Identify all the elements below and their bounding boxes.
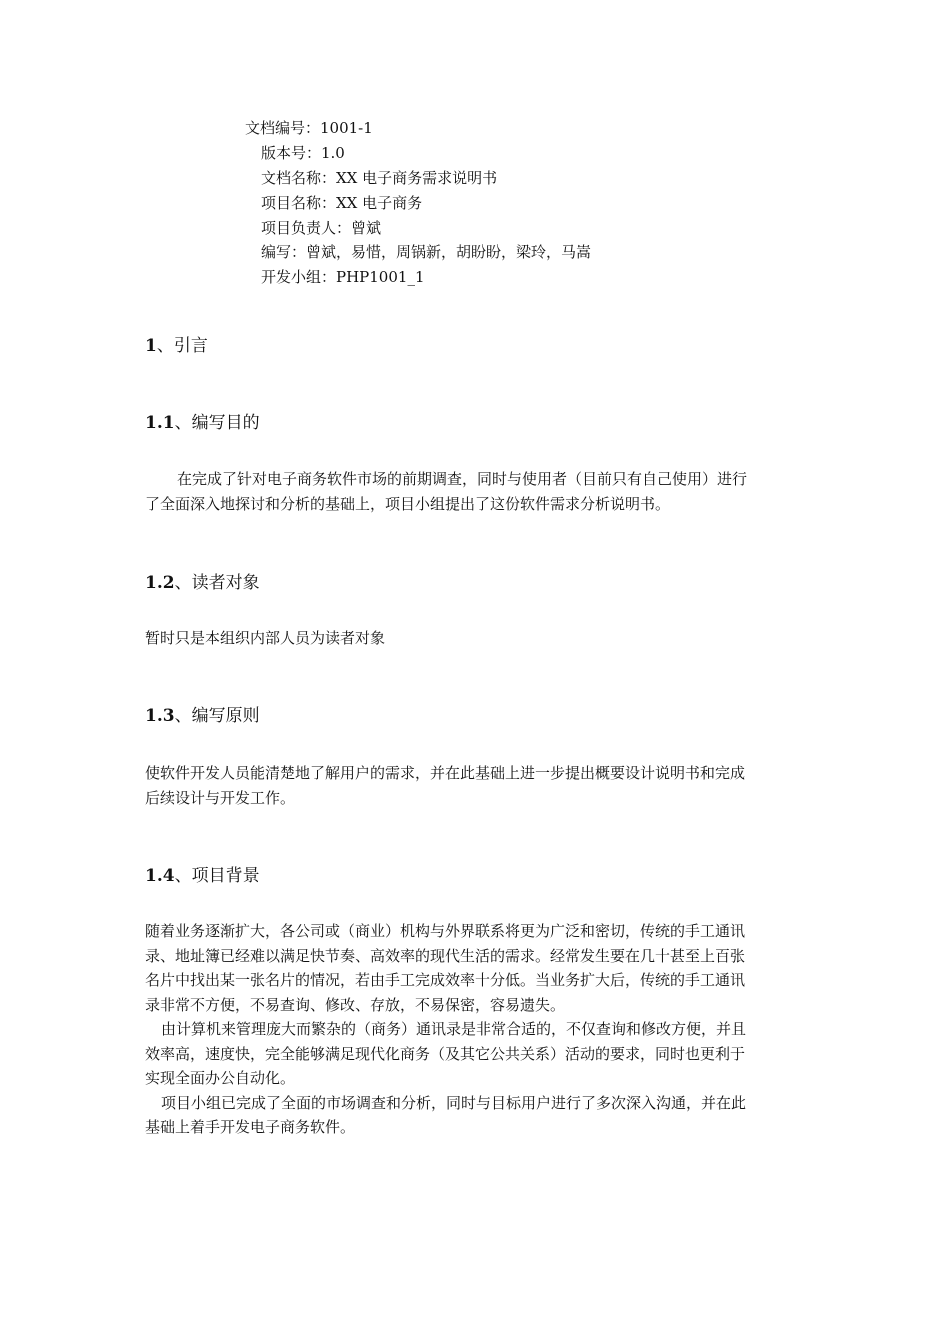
section-number: 1.3 (145, 706, 175, 726)
paragraph-line: 效率高，速度快，完全能够满足现代化商务（及其它公共关系）活动的要求，同时也更利于 (145, 1044, 746, 1063)
paragraph-line: 后续设计与开发工作。 (145, 788, 296, 807)
readers-paragraph (145, 626, 810, 651)
paragraph-line: 名片中找出某一张名片的情况，若由手工完成效率十分低。当业务扩大后，传统的手工通讯 (145, 971, 746, 989)
section-number: 1.4 (145, 866, 175, 886)
background-paragraph (145, 919, 810, 1140)
section-heading-purpose (145, 411, 260, 435)
doc-name: 文档名称：XX 电子商务需求说明书 (261, 169, 498, 187)
section-number: 1.1 (145, 413, 175, 433)
section-number: 1 (145, 336, 157, 356)
paragraph-line: 了全面深入地探讨和分析的基础上，项目小组提出了这份软件需求分析说明书。 (145, 494, 671, 513)
paragraph-line: 暂时只是本组织内部人员为读者对象 (145, 629, 386, 647)
section-heading-principles (145, 704, 260, 728)
paragraph-line: 使软件开发人员能清楚地了解用户的需求，并在此基础上进一步提出概要设计说明书和完成 (145, 764, 746, 782)
section-number: 1.2 (145, 573, 175, 593)
paragraph-line: 录、地址簿已经难以满足快节奏、高效率的现代生活的需求。经常发生要在几十甚至上百张 (145, 946, 746, 965)
section-title: 、读者对象 (174, 573, 260, 593)
authors: 编写：曾斌，易惜，周锅新，胡盼盼，梁玲，马嵩 (261, 243, 592, 261)
section-heading-readers (145, 571, 260, 595)
purpose-paragraph (145, 467, 810, 516)
section-heading-intro (145, 334, 208, 358)
project-lead: 项目负责人：曾斌 (261, 219, 382, 237)
section-title: 、引言 (156, 336, 208, 356)
principles-paragraph (145, 761, 810, 810)
version-number: 版本号：1.0 (261, 144, 345, 162)
doc-number: 文档编号：1001-1 (245, 119, 373, 137)
paragraph-line: 由计算机来管理庞大而繁杂的（商务）通讯录是非常合适的，不仅查询和修改方便，并且 (161, 1020, 747, 1038)
paragraph-line: 随着业务逐渐扩大，各公司或（商业）机构与外界联系将更为广泛和密切，传统的手工通讯 (145, 922, 746, 940)
paragraph-line: 实现全面办公自动化。 (145, 1069, 296, 1087)
project-name: 项目名称：XX 电子商务 (261, 194, 423, 212)
paragraph-line: 在完成了针对电子商务软件市场的前期调查，同时与使用者（目前只有自己使用）进行 (177, 470, 748, 488)
section-title: 、项目背景 (174, 866, 260, 886)
paragraph-line: 基础上着手开发电子商务软件。 (145, 1118, 356, 1136)
section-heading-background (145, 864, 260, 888)
section-title: 、编写原则 (174, 706, 260, 726)
paragraph-line: 项目小组已完成了全面的市场调查和分析，同时与目标用户进行了多次深入沟通，并在此 (161, 1093, 747, 1112)
paragraph-line: 录非常不方便，不易查询、修改、存放，不易保密，容易遗失。 (145, 995, 566, 1014)
section-title: 、编写目的 (174, 413, 260, 433)
dev-team: 开发小组：PHP1001_1 (261, 268, 425, 286)
